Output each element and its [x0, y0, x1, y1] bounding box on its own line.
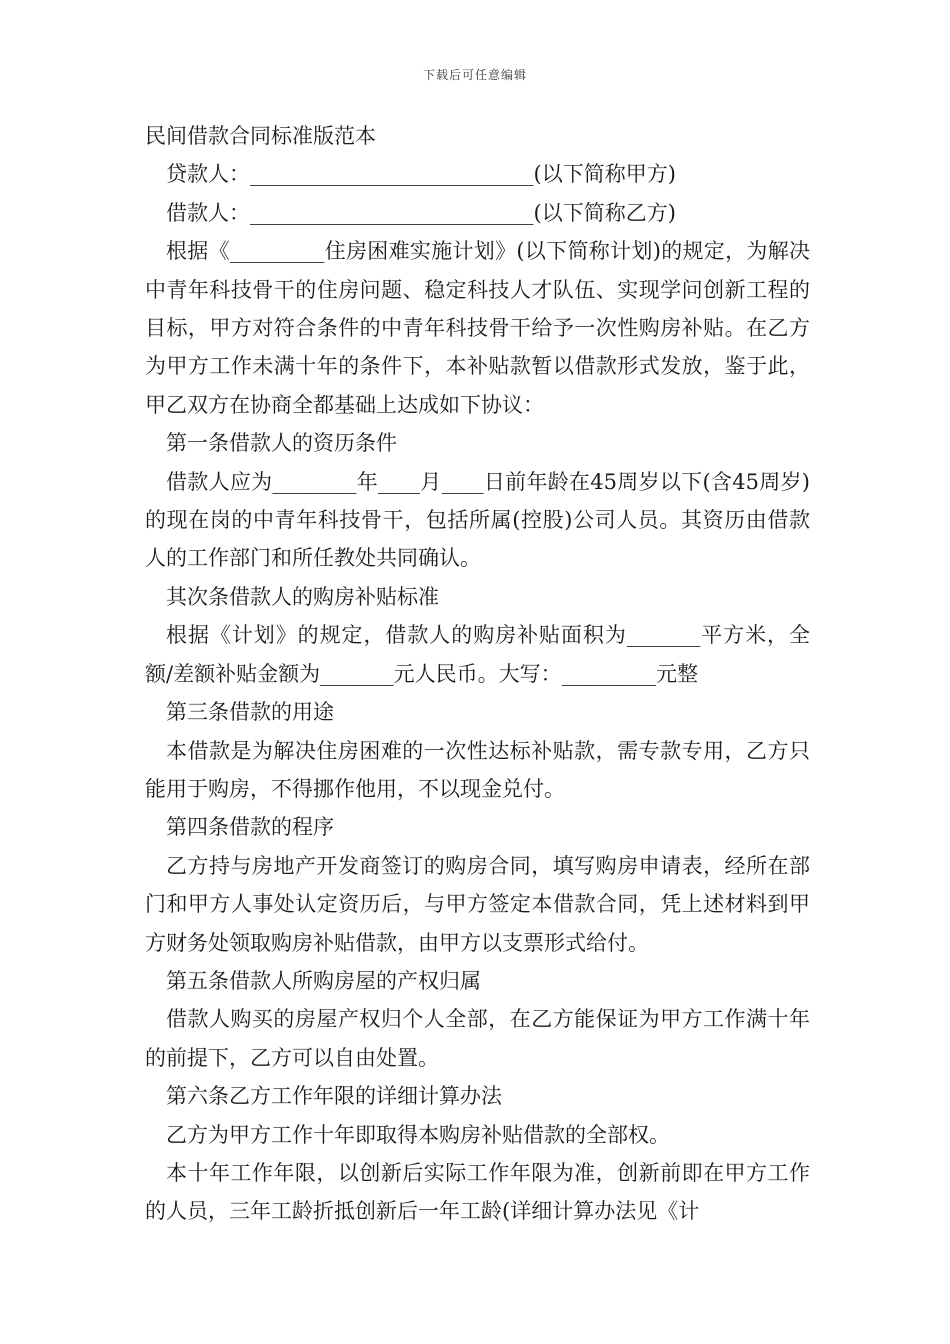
article-paragraph: 本十年工作年限，以创新后实际工作年限为准，创新前即在甲方工作的人员，三年工龄折抵创新后一年工龄(详细计算办法见《计: [145, 1160, 810, 1224]
article-paragraph: 乙方持与房地产开发商签订的购房合同，填写购房申请表，经所在部门和甲方人事处认定资历后，与甲方签定本借款合同，凭上述材料到甲方财务处领取购房补贴借款，由甲方以支票形式给付。: [145, 853, 810, 955]
article-heading: 第三条借款的用途: [166, 700, 334, 725]
article-heading: 第四条借款的程序: [166, 815, 334, 840]
article-heading: 其次条借款人的购房补贴标准: [166, 584, 439, 609]
article-paragraph: 本借款是为解决住房困难的一次性达标补贴款，需专款专用，乙方只能用于购房，不得挪作他用，不以现金兑付。: [145, 738, 810, 801]
article-heading: 第六条乙方工作年限的详细计算办法: [166, 1084, 502, 1109]
article-paragraph: 借款人应为________年____月____日前年龄在45周岁以下(含45周岁)的现在岗的中青年科技骨干，包括所属(控股)公司人员。其资历由借款人的工作部门和所任教处共同确认。: [145, 469, 810, 571]
contract-document: [145, 117, 810, 1231]
borrower-line: 借款人：___________________________(以下简称乙方): [166, 200, 676, 225]
article-paragraph: 根据《计划》的规定，借款人的购房补贴面积为_______平方米，全额/差额补贴金额为_______元人民币。大写：_________元整: [145, 623, 810, 686]
article-heading: 第一条借款人的资历条件: [166, 431, 397, 456]
preamble-paragraph: 根据《_________住房困难实施计划》(以下简称计划)的规定，为解决中青年科技骨干的住房问题、稳定科技人才队伍、实现学问创新工程的目标，甲方对符合条件的中青年科技骨干给予一次性购房补贴。在乙方为甲方工作未满十年的条件下，本补贴款暂以借款形式发放，鉴于此，甲乙双方在协商全都基础上达成如下协议：: [145, 239, 810, 417]
page-header: 下载后可任意编辑: [422, 68, 527, 82]
document-title: 民间借款合同标准版范本: [145, 124, 376, 148]
lender-line: 贷款人：___________________________(以下简称甲方): [166, 162, 676, 187]
article-paragraph: 乙方为甲方工作十年即取得本购房补贴借款的全部权。: [166, 1122, 670, 1147]
article-heading: 第五条借款人所购房屋的产权归属: [166, 968, 481, 993]
article-paragraph: 借款人购买的房屋产权归个人全部，在乙方能保证为甲方工作满十年的前提下，乙方可以自由处置。: [145, 1007, 810, 1070]
